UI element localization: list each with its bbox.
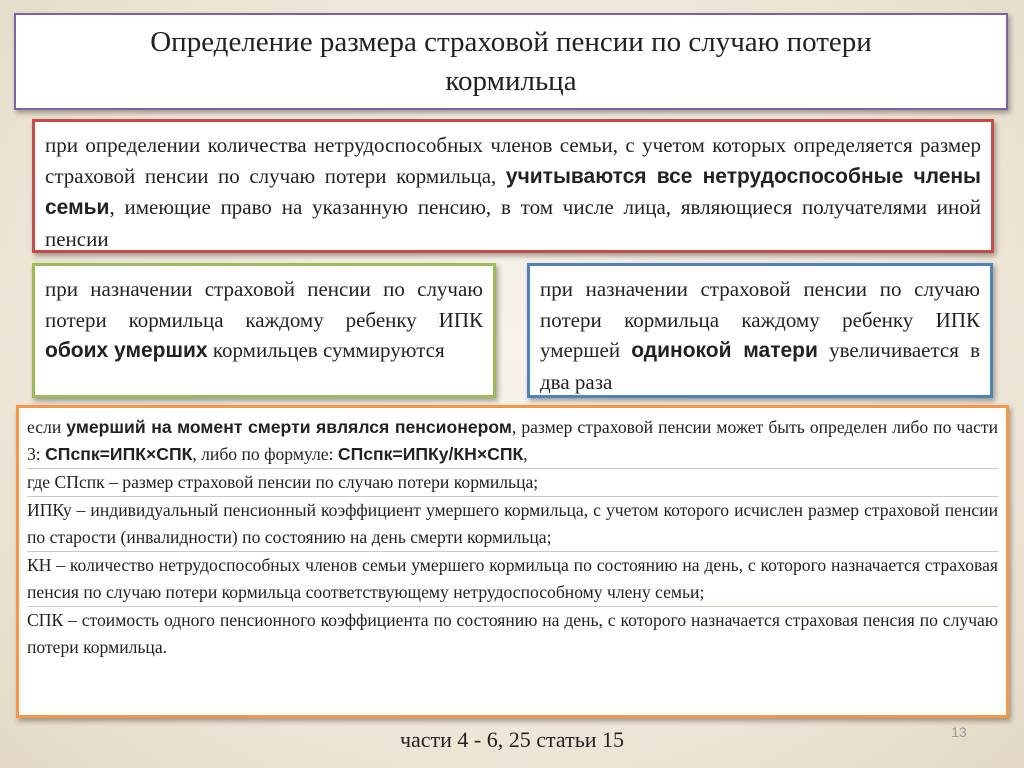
blue-text-1: при назначении страховой пенсии по случаю потери кормильца каждому ребенку ИПК умершей	[540, 277, 980, 362]
green-text-2: кормильцев суммируются	[207, 338, 445, 362]
title-box	[14, 13, 1008, 110]
green-bold-1: обоих умерших	[45, 339, 208, 362]
definition-ipku: ИПКу – индивидуальный пенсионный коэффициент умершего кормильца, с учетом которого исчислен размер страховой пенсии по старости (инвалидности) по состоянию на день смерти кормильца;	[27, 497, 998, 552]
slide-title: Определение размера страховой пенсии по случаю потери кормильца	[150, 26, 872, 97]
blue-text-2: увеличивается в два раза	[540, 338, 980, 394]
formula-alternative: СПспк=ИПКу/КН×СПК	[337, 444, 524, 464]
red-bold-1: учитываются все нетрудоспособные члены семьи	[45, 164, 981, 219]
orange-p1-text-3: , либо по формуле:	[192, 444, 338, 464]
orange-p1-text-1: если	[27, 417, 67, 437]
red-text-2: , имеющие право на указанную пенсию, в том числе лица, являющиеся получателями иной пенсии	[45, 195, 981, 251]
definition-kn: КН – количество нетрудоспособных членов семьи умершего кормильца по состоянию на день, с которого назначается страховая пенсия по случаю потери кормильца соответствующему нетрудоспособному члену семьи;	[27, 552, 998, 607]
orange-p1-text-4: ,	[523, 444, 528, 464]
definition-spspk: где СПспк – размер страховой пенсии по случаю потери кормильца;	[27, 469, 998, 497]
orange-p1-bold-1: умерший на момент смерти являлся пенсионером	[66, 417, 512, 437]
both-parents-block	[32, 263, 496, 398]
orange-p1-text-2: , размер страховой пенсии может быть определен либо по части 3:	[27, 417, 998, 464]
footer-reference: части 4 - 6, 25 статьи 15	[399, 727, 625, 752]
pensioner-formula-block	[16, 405, 1009, 718]
single-mother-block	[527, 263, 993, 398]
formula-part-3: СПспк=ИПК×СПК	[45, 444, 193, 464]
all-family-members-block	[32, 119, 994, 253]
green-text-1: при назначении страховой пенсии по случаю потери кормильца каждому ребенку ИПК	[45, 277, 483, 332]
page-number: 13	[951, 724, 967, 740]
definition-spk: СПК – стоимость одного пенсионного коэффициента по состоянию на день, с которого назначается страховая пенсия по случаю потери кормильца.	[27, 610, 998, 657]
blue-bold-1: одинокой матери	[631, 339, 818, 362]
formula-paragraph	[27, 414, 998, 469]
red-text-1: при определении количества нетрудоспособных членов семьи, с учетом которых определяется размер страховой пенсии по случаю потери кормильца,	[45, 133, 981, 188]
